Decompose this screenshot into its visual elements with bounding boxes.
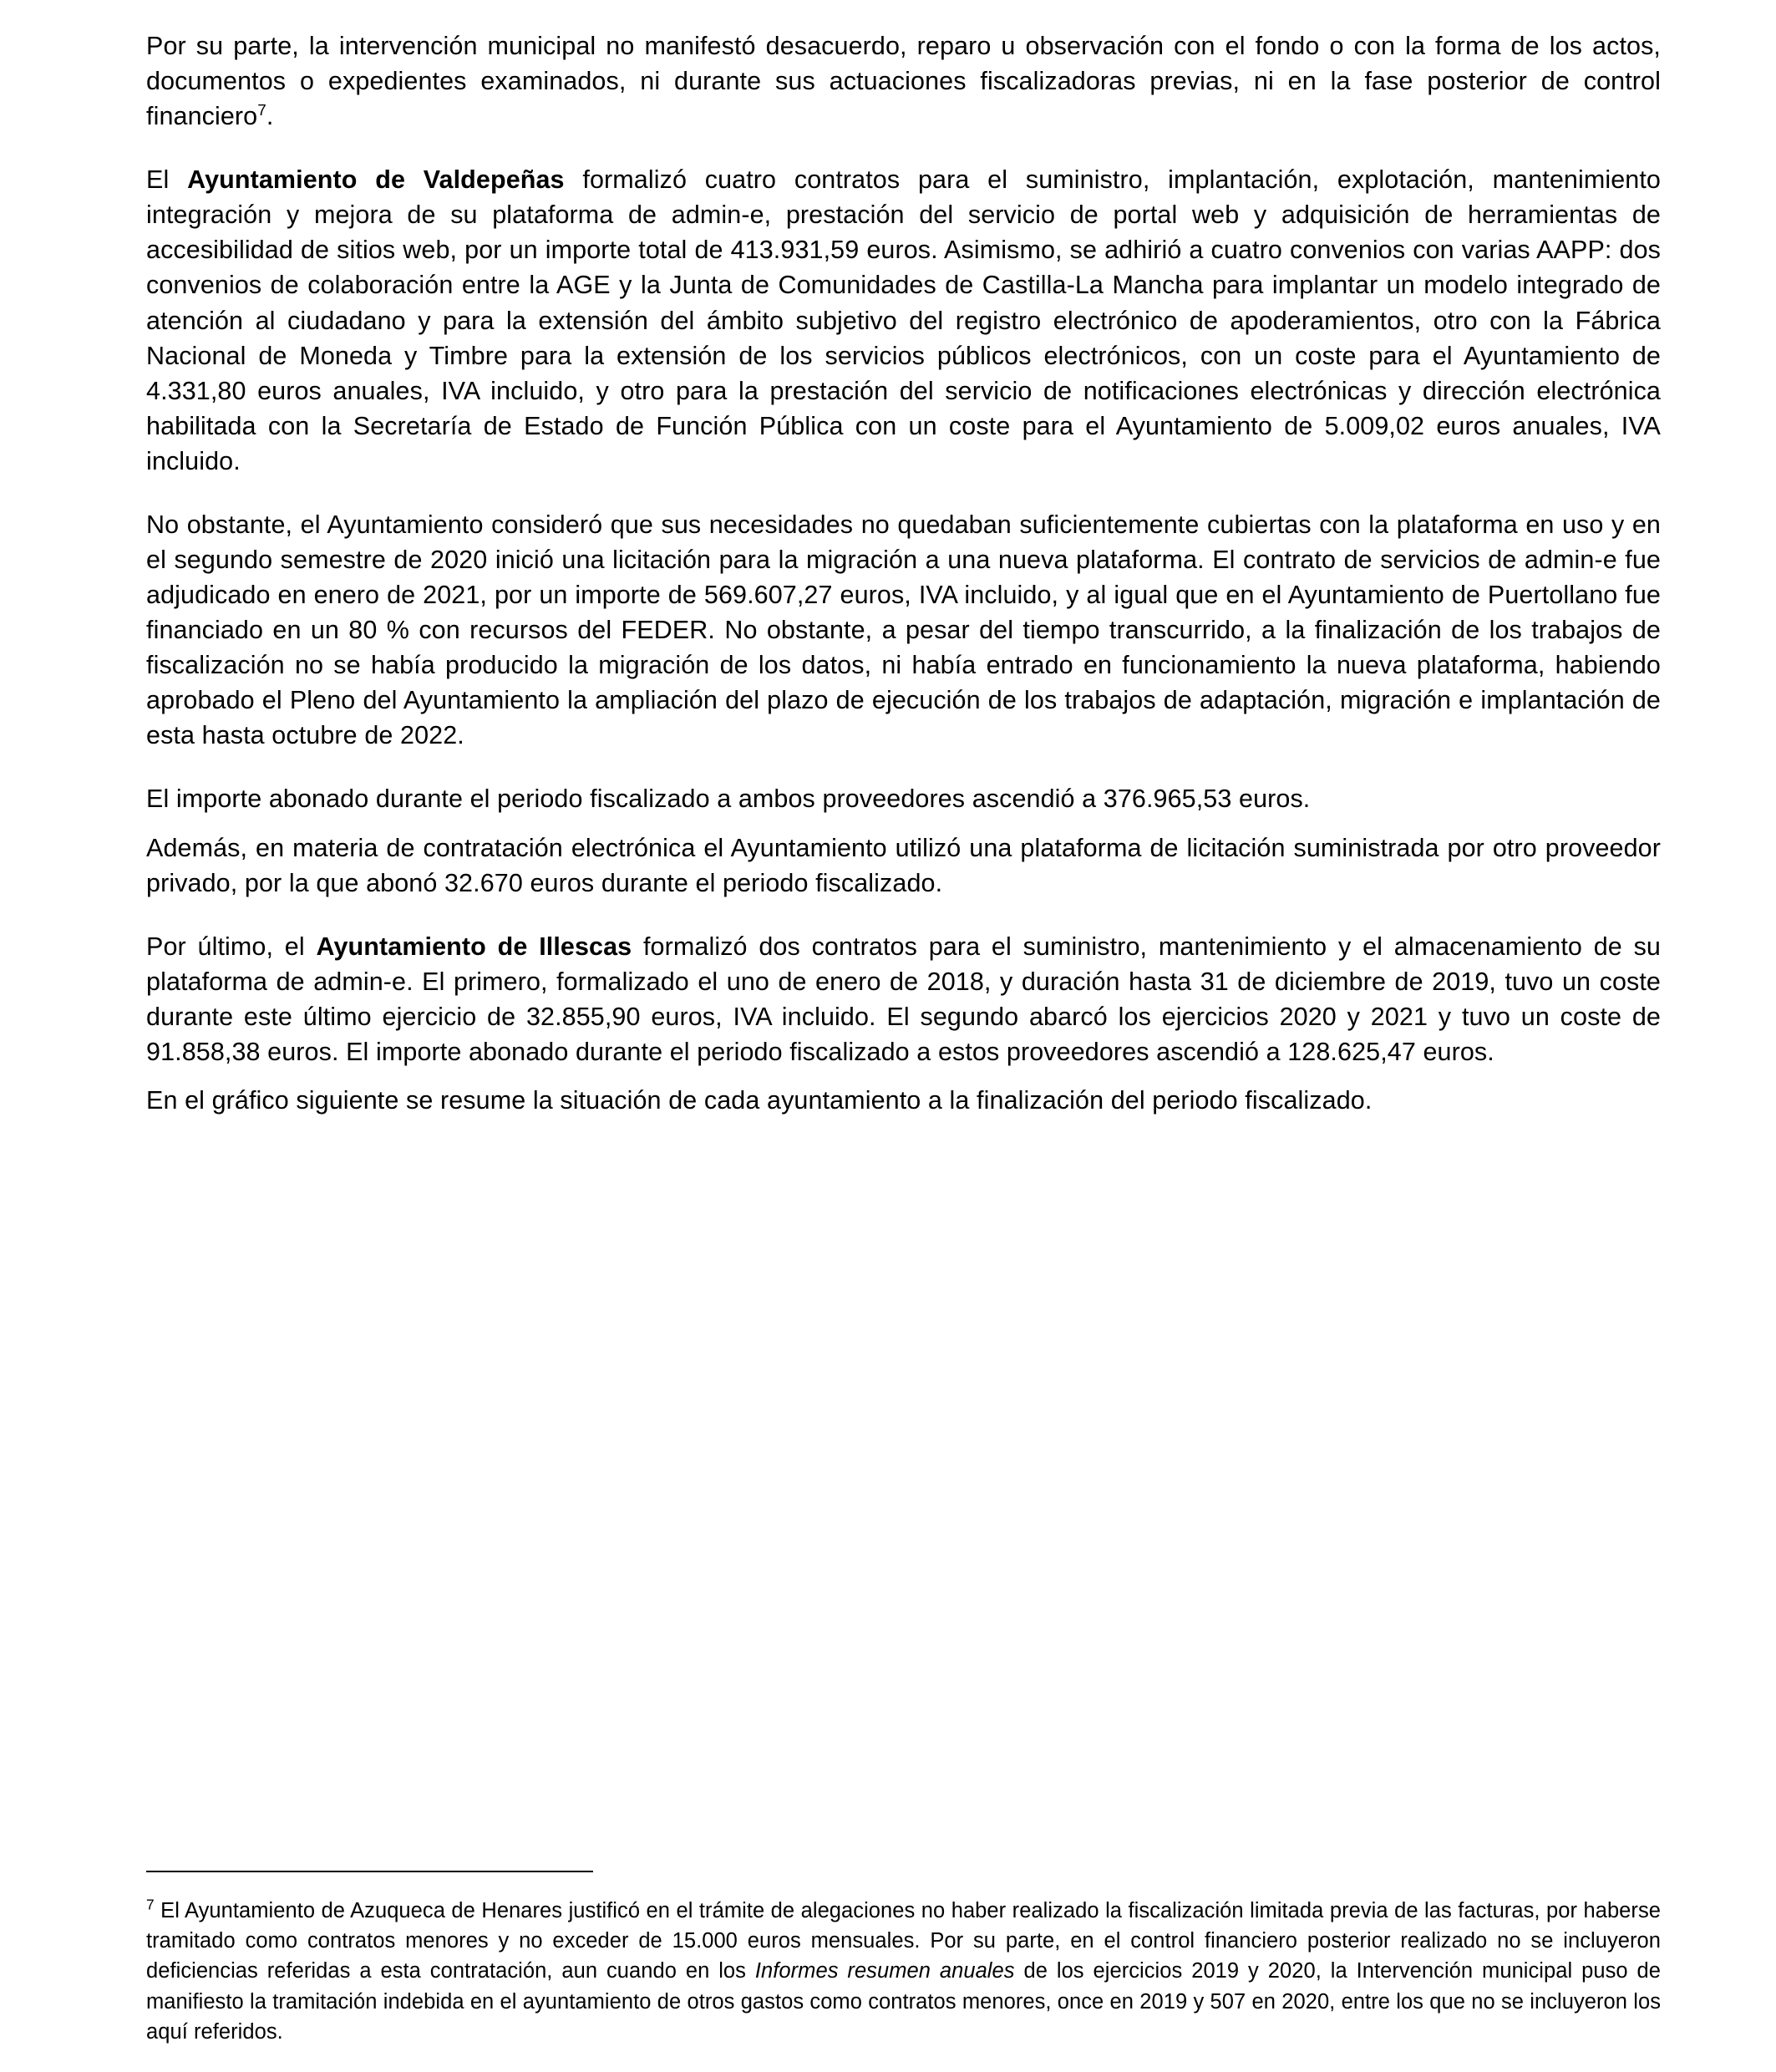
- footnote-body: El Ayuntamiento de Azuqueca de Henares justificó en el trámite de alegaciones no haber realizado la fiscalización limitada previa de las facturas, por haberse tramitado como contratos menores y no exceder de 15.000 euros mensuales. Por su parte, en el control financiero posterior realizado no se incluyeron deficiencias referidas a esta contratación, aun cuando en los Informes resumen anuales de los ejercicios 2019 y 2020, la Intervención municipal puso de manifiesto la tramitación indebida en el ayuntamiento de otros gastos como contratos menores, once en 2019 y 507 en 2020, entre los que no se incluyeron los aquí referidos.: [146, 1898, 1661, 2044]
- paragraph-licitacion-migracion: No obstante, el Ayuntamiento consideró que sus necesidades no quedaban suficientemente cubiertas con la plataforma en uso y en el segundo semestre de 2020 inició una licitación para la migración a una nueva plataforma. El contrato de servicios de admin-e fue adjudicado en enero de 2021, por un importe de 569.607,27 euros, IVA incluido, y al igual que en el Ayuntamiento de Puertollano fue financiado en un 80 % con recursos del FEDER. No obstante, a pesar del tiempo transcurrido, a la finalización de los trabajos de fiscalización no se había producido la migración de los datos, ni había entrado en funcionamiento la nueva plataforma, habiendo aprobado el Pleno del Ayuntamiento la ampliación del plazo de ejecución de los trabajos de adaptación, migración e implantación de esta hasta octubre de 2022.: [146, 510, 1661, 750]
- paragraph-grafico-siguiente: En el gráfico siguiente se resume la situación de cada ayuntamiento a la finalización del periodo fiscalizado.: [146, 1086, 1373, 1115]
- paragraph-importe-abonado: El importe abonado durante el periodo fiscalizado a ambos proveedores ascendió a 376.965,53 euros.: [146, 785, 1311, 814]
- paragraph-intervencion-municipal: Por su parte, la intervención municipal no manifestó desacuerdo, reparo u observación con el fondo o con la forma de los actos, documentos o expedientes examinados, ni durante sus actuaciones fiscalizadoras previas, ni en la fase posterior de control financiero$^7$.: [146, 32, 1661, 131]
- footnote-marker: 7: [146, 1896, 155, 1913]
- footnote-7: [146, 1896, 1661, 2047]
- graphic-placeholder-area: [146, 1146, 1661, 1648]
- footnote-section: [146, 1871, 1661, 2047]
- paragraph-contratacion-electronica: Además, en materia de contratación electrónica el Ayuntamiento utilizó una plataforma de licitación suministrada por otro proveedor privado, por la que abonó 32.670 euros durante el periodo fiscalizado.: [146, 833, 1661, 897]
- footnote-separator-rule: [146, 1871, 593, 1872]
- paragraph-ayuntamiento-illescas: Por último, el Ayuntamiento de Illescas formalizó dos contratos para el suministro, mantenimiento y el almacenamiento de su plataforma de admin-e. El primero, formalizado el uno de enero de 2018, y duración hasta 31 de diciembre de 2019, tuvo un coste durante este último ejercicio de 32.855,90 euros, IVA incluido. El segundo abarcó los ejercicios 2020 y 2021 y tuvo un coste de 91.858,38 euros. El importe abonado durante el periodo fiscalizado a estos proveedores ascendió a 128.625,47 euros.: [146, 932, 1661, 1066]
- paragraph-ayuntamiento-valdepenas: El Ayuntamiento de Valdepeñas formalizó cuatro contratos para el suministro, implantación, explotación, mantenimiento integración y mejora de su plataforma de admin-e, prestación del servicio de portal web y adquisición de herramientas de accesibilidad de sitios web, por un importe total de 413.931,59 euros. Asimismo, se adhirió a cuatro convenios con varias AAPP: dos convenios de colaboración entre la AGE y la Junta de Comunidades de Castilla-La Mancha para implantar un modelo integrado de atención al ciudadano y para la extensión del ámbito subjetivo del registro electrónico de apoderamientos, otro con la Fábrica Nacional de Moneda y Timbre para la extensión de los servicios públicos electrónicos, con un coste para el Ayuntamiento de 4.331,80 euros anuales, IVA incluido, y otro para la prestación del servicio de notificaciones electrónicas y dirección electrónica habilitada con la Secretaría de Estado de Función Pública con un coste para el Ayuntamiento de 5.009,02 euros anuales, IVA incluido.: [146, 165, 1661, 475]
- document-body: [146, 28, 1661, 1118]
